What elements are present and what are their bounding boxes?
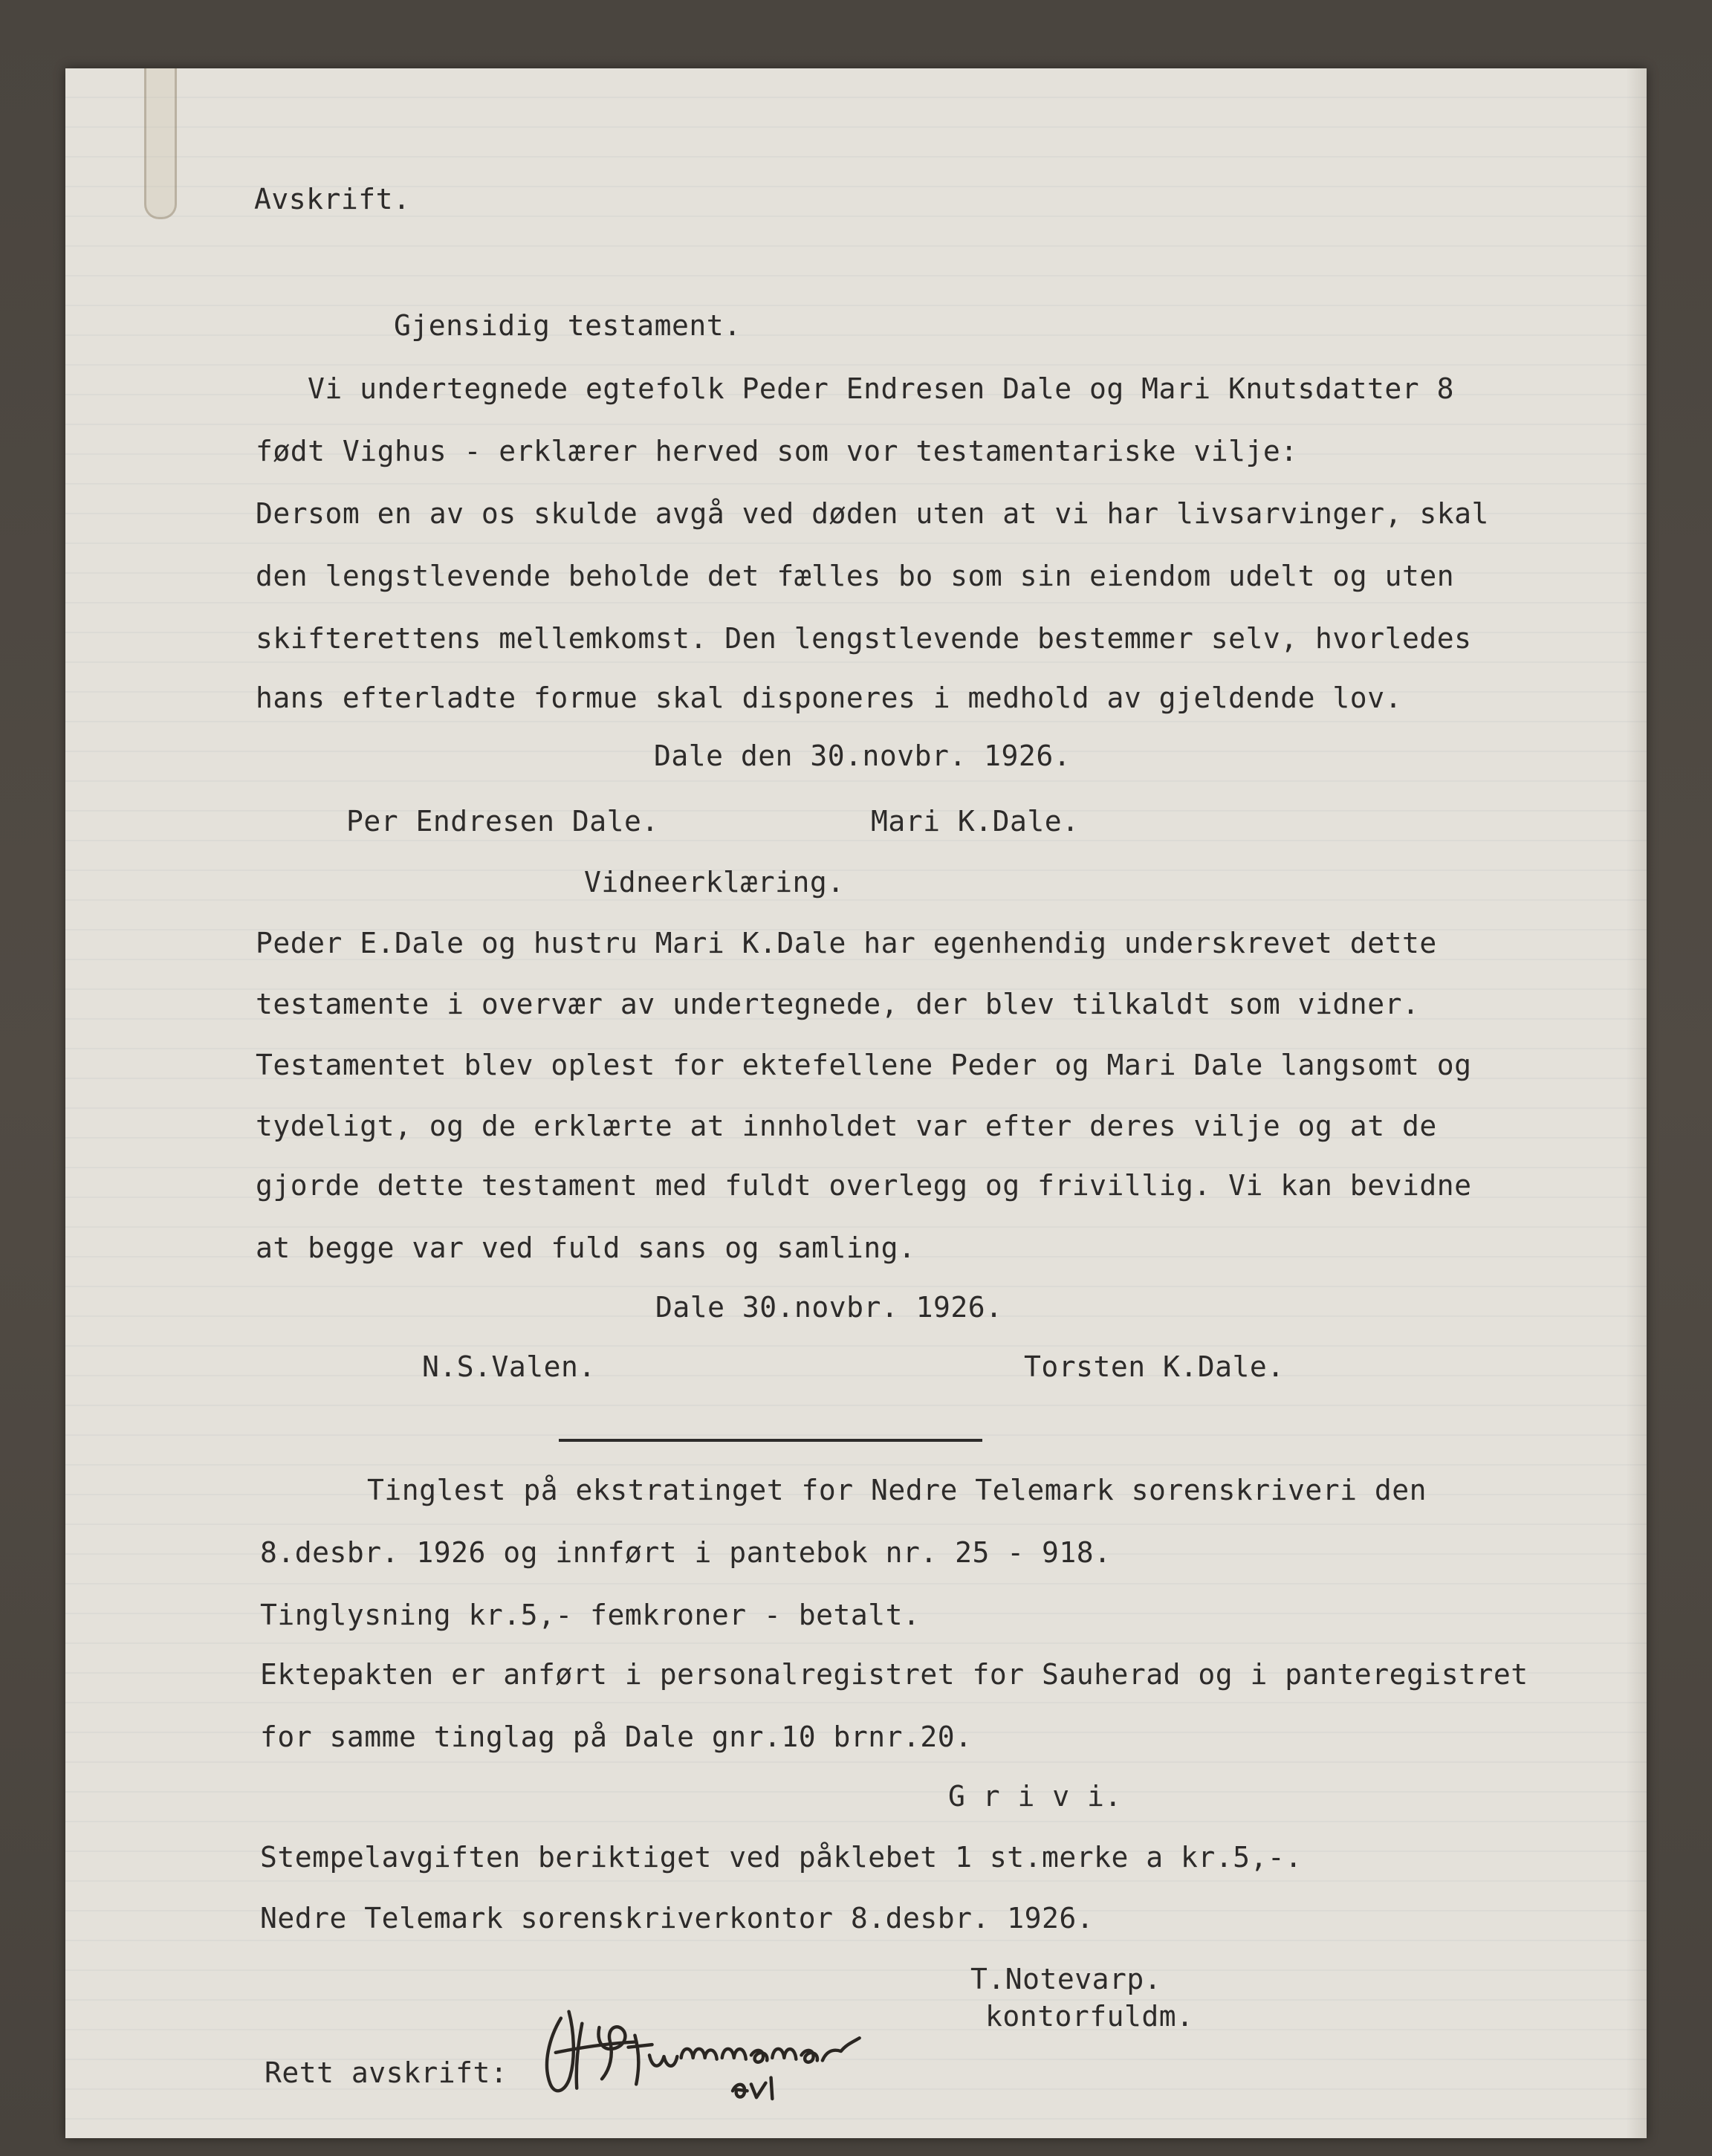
registration-line: Tinglest på ekstratinget for Nedre Telemark sorenskriveri den [367,1474,1427,1506]
clerk-name: T.Notevarp. [970,1963,1162,1995]
witness-line: tydeligt, og de erklærte at innholdet var efter deres vilje og at de [256,1110,1437,1142]
witness-signature-name: Torsten K.Dale. [1024,1350,1285,1383]
certified-copy-label: Rett avskrift: [265,2056,508,2089]
document-heading: Avskrift. [254,183,411,216]
body-line: Vi undertegnede egtefolk Peder Endresen Dale og Mari Knutsdatter 8 [308,372,1454,405]
witness-line: Peder E.Dale og hustru Mari K.Dale har egenhendig underskrevet dette [256,927,1437,959]
section-divider [559,1439,982,1442]
registration-line: for samme tinglag på Dale gnr.10 brnr.20. [260,1720,973,1753]
signer-name: Per Endresen Dale. [346,805,659,838]
signer-name: Mari K.Dale. [871,805,1080,838]
date-line: Dale den 30.novbr. 1926. [654,739,1071,772]
stamp-line: Nedre Telemark sorenskriverkontor 8.desbr. 1926. [260,1902,1095,1935]
witness-signature-name: N.S.Valen. [422,1350,596,1383]
handwritten-signature [513,1992,929,2111]
registration-line: Ektepakten er anført i personalregistret for Sauherad og i panteregistret [260,1658,1528,1691]
clerk-title: kontorfuldm. [985,2000,1194,2033]
document-title: Gjensidig testament. [394,309,742,342]
body-line: den lengstlevende beholde det fælles bo som sin eiendom udelt og uten [256,560,1455,592]
body-line: skifterettens mellemkomst. Den lengstlevende bestemmer selv, hvorledes [256,622,1472,655]
body-line: hans efterladte formue skal disponeres i medhold av gjeldende lov. [256,682,1402,714]
witness-line: at begge var ved fuld sans og samling. [256,1231,916,1264]
registrar-signature: G r i v i. [948,1780,1122,1813]
witness-line: Testamentet blev oplest for ektefellene Peder og Mari Dale langsomt og [256,1049,1472,1081]
registration-line: Tinglysning kr.5,- femkroner - betalt. [260,1599,921,1631]
body-line: Dersom en av os skulde avgå ved døden uten at vi har livsarvinger, skal [256,497,1489,530]
witness-heading: Vidneerklæring. [584,866,845,899]
body-line: født Vighus - erklærer herved som vor testamentariske vilje: [256,435,1298,467]
registration-line: 8.desbr. 1926 og innført i pantebok nr. 25 - 918. [260,1536,1112,1569]
paper-clip-mark [144,68,177,219]
witness-line: testamente i overvær av undertegnede, der blev tilkaldt som vidner. [256,988,1420,1020]
date-line: Dale 30.novbr. 1926. [655,1291,1003,1324]
witness-line: gjorde dette testament med fuldt overlegg og frivillig. Vi kan bevidne [256,1169,1472,1202]
stamp-line: Stempelavgiften beriktiget ved påklebet 1 st.merke a kr.5,-. [260,1841,1303,1874]
